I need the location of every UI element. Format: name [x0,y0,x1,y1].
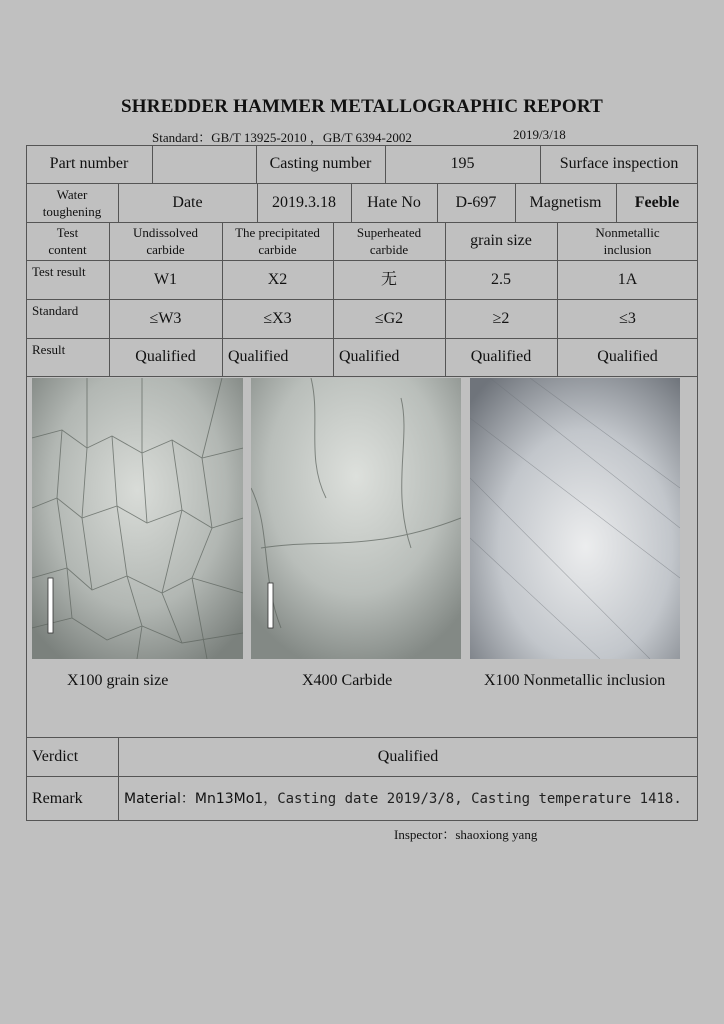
verdict-value: Qualified [377,747,439,765]
micrograph-grain-size-image [32,378,243,659]
water-toughening-line2: toughening [42,203,102,219]
result-superheated: 无 [380,270,397,288]
heat-no-value: D-697 [455,193,497,211]
magnetism-value: Feeble [634,193,680,211]
verdict-label: Verdict [32,747,79,765]
standard-precipitated: ≤X3 [263,309,292,327]
report-date: 2019/3/18 [513,127,566,142]
header-line2: carbide [146,242,185,257]
header-line2: carbide [369,242,409,257]
header-line2: inclusion [603,242,652,257]
caption-nonmetallic-inclusion: X100 Nonmetallic inclusion [484,672,666,689]
remark-label: Remark [32,789,83,807]
standard-undissolved: ≤W3 [149,309,182,327]
water-toughening-label [26,183,118,222]
result-label: Result [32,342,66,357]
test-content-label [26,222,109,260]
inspector-signature: Inspector：shaoxiong yang [394,827,538,842]
remark-material: Material：Mn13Mo1 [124,790,264,807]
result-grain-size: 2.5 [491,270,511,288]
report-title: SHREDDER HAMMER METALLOGRAPHIC REPORT [121,96,603,117]
test-content-line1: Test [56,225,79,240]
header-precipitated-carbide [222,222,333,260]
header-line1: Undissolved [133,225,198,240]
test-content-line2: content [48,242,87,257]
surface-inspection-label: Surface inspection [559,155,679,172]
header-line1: Nonmetallic [595,225,660,240]
result-precipitated: X2 [267,270,288,288]
part-number-value [152,145,256,183]
standard-line: Standard：GB/T 13925-2010 ，GB/T 6394-2002 [152,130,412,145]
header-nonmetallic-inclusion [557,222,698,260]
header-line1: The precipitated [235,225,320,240]
date-label: Date [172,193,203,211]
header-undissolved-carbide [109,222,222,260]
standard-nonmetallic: ≤3 [619,309,636,327]
header-grain-size: grain size [470,232,532,249]
header-line1: Superheated [356,225,422,240]
water-toughening-line1: Water [56,186,88,202]
result-nonmetallic: 1A [617,270,638,288]
qualified-nonmetallic: Qualified [597,348,658,365]
part-number-label: Part number [49,155,129,172]
test-result-label: Test result [32,264,86,279]
qualified-grain-size: Qualified [470,348,532,365]
result-undissolved: W1 [153,270,178,288]
standard-grain-size: ≥2 [492,309,510,327]
casting-number-value: 195 [450,155,475,172]
standard-label: Standard [32,303,79,318]
qualified-superheated: Qualified [339,348,400,365]
row-divider [26,376,698,377]
casting-number-label: Casting number [269,155,372,172]
qualified-undissolved: Qualified [135,348,196,365]
caption-carbide: X400 Carbide [302,672,393,689]
heat-no-label: Hate No [367,193,421,211]
remark-details: ，Casting date 2019/3/8, Casting temperature 1418. [263,790,682,807]
micrograph-nonmetallic-inclusion-image [470,378,680,659]
magnetism-label: Magnetism [529,193,602,211]
caption-grain-size: X100 grain size [67,672,169,689]
remark-value [118,776,698,821]
qualified-precipitated: Qualified [228,348,289,365]
header-line2: carbide [258,242,297,257]
standard-superheated: ≤G2 [374,309,404,327]
micrograph-carbide-image [251,378,461,659]
date-value: 2019.3.18 [272,193,336,211]
header-superheated-carbide [333,222,445,260]
